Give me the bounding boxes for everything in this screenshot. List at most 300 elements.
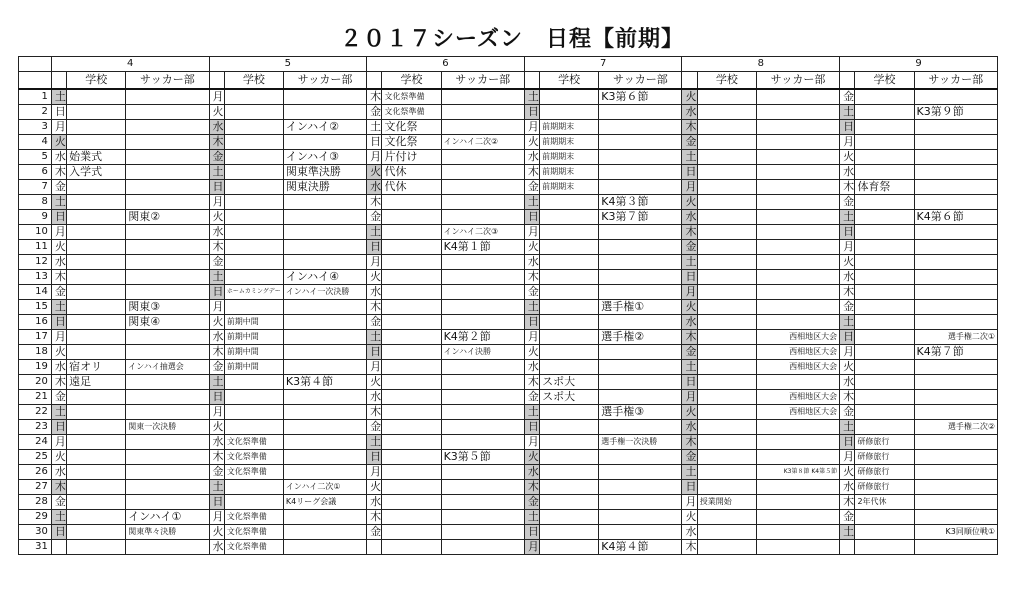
school-event bbox=[224, 375, 283, 390]
weekday-cell: 木 bbox=[209, 240, 224, 255]
weekday-cell: 金 bbox=[209, 255, 224, 270]
school-event bbox=[67, 345, 126, 360]
school-event bbox=[67, 210, 126, 225]
soccer-event bbox=[914, 300, 997, 315]
school-event bbox=[855, 105, 914, 120]
weekday-cell: 月 bbox=[51, 435, 66, 450]
weekday-cell: 金 bbox=[51, 495, 66, 510]
soccer-event: K3第５節 bbox=[441, 450, 524, 465]
weekday-cell: 金 bbox=[682, 345, 697, 360]
school-event bbox=[67, 540, 126, 555]
school-event bbox=[382, 510, 441, 525]
soccer-event bbox=[914, 495, 997, 510]
school-event bbox=[697, 120, 756, 135]
school-event bbox=[540, 195, 599, 210]
weekday-cell: 火 bbox=[524, 450, 539, 465]
weekday-cell: 木 bbox=[682, 435, 697, 450]
weekday-cell: 火 bbox=[51, 240, 66, 255]
weekday-cell: 金 bbox=[524, 495, 539, 510]
soccer-event: インハイ二次① bbox=[283, 480, 366, 495]
school-event bbox=[855, 270, 914, 285]
school-event bbox=[855, 315, 914, 330]
soccer-event bbox=[283, 390, 366, 405]
soccer-event bbox=[441, 165, 524, 180]
school-event bbox=[855, 405, 914, 420]
day-number: 7 bbox=[19, 180, 52, 195]
soccer-event bbox=[283, 240, 366, 255]
weekday-cell: 金 bbox=[209, 150, 224, 165]
school-event bbox=[540, 255, 599, 270]
weekday-cell: 月 bbox=[209, 89, 224, 105]
school-header: 学校 bbox=[855, 72, 914, 90]
day-number: 10 bbox=[19, 225, 52, 240]
school-event bbox=[67, 240, 126, 255]
weekday-cell: 日 bbox=[682, 480, 697, 495]
weekday-cell: 土 bbox=[682, 255, 697, 270]
weekday-cell: 日 bbox=[367, 345, 382, 360]
weekday-cell bbox=[840, 540, 855, 555]
weekday-cell: 月 bbox=[524, 225, 539, 240]
soccer-event bbox=[441, 405, 524, 420]
soccer-event: 西相地区大会 bbox=[756, 345, 839, 360]
weekday-cell: 水 bbox=[682, 210, 697, 225]
soccer-event bbox=[126, 540, 209, 555]
weekday-cell: 金 bbox=[367, 420, 382, 435]
weekday-cell: 火 bbox=[682, 510, 697, 525]
school-event bbox=[697, 525, 756, 540]
school-event bbox=[224, 195, 283, 210]
weekday-cell: 水 bbox=[367, 495, 382, 510]
school-event bbox=[855, 345, 914, 360]
weekday-cell: 月 bbox=[367, 360, 382, 375]
soccer-event: 西相地区大会 bbox=[756, 390, 839, 405]
weekday-cell: 火 bbox=[840, 360, 855, 375]
month-header: 7 bbox=[524, 57, 682, 72]
soccer-event bbox=[441, 360, 524, 375]
soccer-event bbox=[914, 465, 997, 480]
school-event bbox=[697, 465, 756, 480]
school-event bbox=[540, 105, 599, 120]
school-event: スポ大 bbox=[540, 390, 599, 405]
weekday-cell: 土 bbox=[51, 89, 66, 105]
school-event bbox=[540, 510, 599, 525]
soccer-event bbox=[283, 525, 366, 540]
soccer-event bbox=[441, 150, 524, 165]
soccer-event bbox=[126, 89, 209, 105]
soccer-event bbox=[599, 525, 682, 540]
weekday-cell: 火 bbox=[524, 345, 539, 360]
weekday-cell: 土 bbox=[51, 195, 66, 210]
day-number: 27 bbox=[19, 480, 52, 495]
soccer-event bbox=[599, 375, 682, 390]
weekday-cell: 水 bbox=[209, 435, 224, 450]
weekday-cell: 金 bbox=[682, 450, 697, 465]
soccer-event: 選手権二次② bbox=[914, 420, 997, 435]
school-event bbox=[224, 420, 283, 435]
soccer-event bbox=[914, 165, 997, 180]
weekday-cell: 木 bbox=[51, 480, 66, 495]
soccer-event: 選手権二次① bbox=[914, 330, 997, 345]
weekday-cell: 月 bbox=[682, 495, 697, 510]
weekday-cell: 月 bbox=[209, 195, 224, 210]
soccer-event bbox=[441, 285, 524, 300]
school-event: 宿オリ bbox=[67, 360, 126, 375]
weekday-cell: 月 bbox=[840, 345, 855, 360]
soccer-event bbox=[599, 480, 682, 495]
soccer-event bbox=[283, 345, 366, 360]
soccer-event bbox=[756, 480, 839, 495]
table-row bbox=[19, 510, 998, 525]
weekday-cell: 月 bbox=[51, 120, 66, 135]
weekday-cell: 木 bbox=[367, 89, 382, 105]
soccer-event bbox=[441, 300, 524, 315]
soccer-event: インハイ決勝 bbox=[441, 345, 524, 360]
weekday-cell: 月 bbox=[524, 330, 539, 345]
weekday-cell: 日 bbox=[524, 420, 539, 435]
soccer-event bbox=[914, 480, 997, 495]
school-event bbox=[540, 495, 599, 510]
table-row bbox=[19, 525, 998, 540]
weekday-cell: 金 bbox=[840, 195, 855, 210]
soccer-event bbox=[599, 135, 682, 150]
weekday-cell: 木 bbox=[840, 495, 855, 510]
soccer-event bbox=[126, 165, 209, 180]
soccer-event bbox=[599, 270, 682, 285]
weekday-cell: 日 bbox=[367, 240, 382, 255]
weekday-cell: 火 bbox=[682, 300, 697, 315]
school-event bbox=[697, 105, 756, 120]
table-row bbox=[19, 450, 998, 465]
soccer-event bbox=[756, 270, 839, 285]
soccer-event bbox=[441, 180, 524, 195]
school-event bbox=[697, 450, 756, 465]
weekday-cell: 日 bbox=[840, 330, 855, 345]
soccer-event bbox=[914, 89, 997, 105]
soccer-event bbox=[756, 240, 839, 255]
soccer-event bbox=[441, 255, 524, 270]
soccer-event: インハイ一次決勝 bbox=[283, 285, 366, 300]
soccer-event: インハイ抽選会 bbox=[126, 360, 209, 375]
weekday-cell: 土 bbox=[367, 330, 382, 345]
soccer-event: 関東準々決勝 bbox=[126, 525, 209, 540]
weekday-cell: 土 bbox=[209, 480, 224, 495]
school-event: 授業開始 bbox=[697, 495, 756, 510]
weekday-cell: 金 bbox=[840, 300, 855, 315]
soccer-event bbox=[126, 390, 209, 405]
day-number: 23 bbox=[19, 420, 52, 435]
school-event bbox=[67, 195, 126, 210]
soccer-event bbox=[283, 195, 366, 210]
weekday-cell: 月 bbox=[840, 450, 855, 465]
school-event: 入学式 bbox=[67, 165, 126, 180]
weekday-cell: 土 bbox=[682, 150, 697, 165]
school-event bbox=[224, 480, 283, 495]
school-event bbox=[382, 330, 441, 345]
day-number: 12 bbox=[19, 255, 52, 270]
soccer-event bbox=[756, 255, 839, 270]
weekday-cell: 木 bbox=[51, 375, 66, 390]
weekday-cell: 木 bbox=[367, 300, 382, 315]
soccer-event bbox=[756, 420, 839, 435]
page-title: ２０１７シーズン 日程【前期】 bbox=[340, 27, 684, 52]
school-event bbox=[855, 330, 914, 345]
school-event bbox=[855, 240, 914, 255]
weekday-cell: 日 bbox=[209, 285, 224, 300]
weekday-cell: 木 bbox=[367, 195, 382, 210]
soccer-event bbox=[126, 270, 209, 285]
school-event bbox=[382, 390, 441, 405]
soccer-event: 選手権一次決勝 bbox=[599, 435, 682, 450]
school-event bbox=[697, 255, 756, 270]
school-event: 前期期末 bbox=[540, 135, 599, 150]
day-number: 30 bbox=[19, 525, 52, 540]
soccer-event bbox=[441, 89, 524, 105]
weekday-cell: 日 bbox=[524, 315, 539, 330]
soccer-event bbox=[126, 375, 209, 390]
weekday-cell: 日 bbox=[524, 105, 539, 120]
table-row bbox=[19, 390, 998, 405]
soccer-event bbox=[283, 255, 366, 270]
school-event bbox=[855, 195, 914, 210]
school-event bbox=[382, 360, 441, 375]
day-number: 16 bbox=[19, 315, 52, 330]
soccer-event bbox=[599, 420, 682, 435]
weekday-cell: 金 bbox=[209, 465, 224, 480]
school-event bbox=[697, 240, 756, 255]
soccer-event bbox=[756, 495, 839, 510]
soccer-event bbox=[441, 315, 524, 330]
weekday-cell: 金 bbox=[209, 360, 224, 375]
table-row bbox=[19, 345, 998, 360]
soccer-event bbox=[914, 315, 997, 330]
weekday-cell: 土 bbox=[367, 435, 382, 450]
soccer-event bbox=[599, 180, 682, 195]
school-event bbox=[382, 315, 441, 330]
school-event bbox=[697, 89, 756, 105]
weekday-cell: 火 bbox=[209, 525, 224, 540]
soccer-event bbox=[914, 360, 997, 375]
soccer-event bbox=[756, 210, 839, 225]
weekday-cell: 火 bbox=[209, 315, 224, 330]
soccer-event bbox=[599, 120, 682, 135]
school-event: 文化祭準備 bbox=[224, 465, 283, 480]
school-event bbox=[382, 345, 441, 360]
school-event bbox=[67, 450, 126, 465]
day-number: 28 bbox=[19, 495, 52, 510]
day-number: 17 bbox=[19, 330, 52, 345]
weekday-cell: 土 bbox=[524, 405, 539, 420]
weekday-header bbox=[840, 72, 855, 90]
weekday-cell: 火 bbox=[524, 135, 539, 150]
soccer-event: K4第６節 bbox=[914, 210, 997, 225]
school-event bbox=[224, 495, 283, 510]
school-event bbox=[224, 135, 283, 150]
column-header-row bbox=[19, 72, 998, 90]
table-row bbox=[19, 480, 998, 495]
school-event bbox=[382, 375, 441, 390]
weekday-cell: 月 bbox=[524, 540, 539, 555]
soccer-event bbox=[283, 225, 366, 240]
school-header: 学校 bbox=[540, 72, 599, 90]
school-event bbox=[67, 480, 126, 495]
soccer-event bbox=[599, 285, 682, 300]
weekday-cell: 日 bbox=[209, 390, 224, 405]
soccer-event bbox=[599, 315, 682, 330]
table-row bbox=[19, 180, 998, 195]
soccer-event bbox=[756, 195, 839, 210]
school-event bbox=[855, 360, 914, 375]
school-event: 文化祭準備 bbox=[224, 525, 283, 540]
day-number: 22 bbox=[19, 405, 52, 420]
school-event bbox=[697, 315, 756, 330]
day-number: 24 bbox=[19, 435, 52, 450]
school-event bbox=[697, 480, 756, 495]
soccer-event bbox=[126, 465, 209, 480]
weekday-header bbox=[682, 72, 697, 90]
table-row bbox=[19, 89, 998, 105]
school-event bbox=[382, 255, 441, 270]
weekday-cell: 金 bbox=[840, 405, 855, 420]
month-header-row bbox=[19, 57, 998, 72]
soccer-event bbox=[441, 105, 524, 120]
soccer-event: インハイ二次② bbox=[441, 135, 524, 150]
weekday-cell: 日 bbox=[209, 495, 224, 510]
school-event bbox=[855, 540, 914, 555]
weekday-cell: 水 bbox=[840, 375, 855, 390]
soccer-event bbox=[126, 345, 209, 360]
soccer-event bbox=[914, 450, 997, 465]
school-event: ホームカミングデー bbox=[224, 285, 283, 300]
school-event bbox=[67, 89, 126, 105]
weekday-cell: 土 bbox=[840, 525, 855, 540]
weekday-cell: 木 bbox=[524, 375, 539, 390]
school-header: 学校 bbox=[382, 72, 441, 90]
weekday-cell: 金 bbox=[840, 89, 855, 105]
soccer-event bbox=[914, 135, 997, 150]
school-event bbox=[224, 105, 283, 120]
day-number: 21 bbox=[19, 390, 52, 405]
soccer-event: 選手権② bbox=[599, 330, 682, 345]
weekday-cell: 日 bbox=[209, 180, 224, 195]
soccer-event bbox=[914, 390, 997, 405]
table-row bbox=[19, 225, 998, 240]
soccer-event bbox=[283, 540, 366, 555]
day-number: 14 bbox=[19, 285, 52, 300]
soccer-event bbox=[914, 285, 997, 300]
soccer-event bbox=[914, 180, 997, 195]
day-number: 11 bbox=[19, 240, 52, 255]
school-event bbox=[224, 255, 283, 270]
soccer-event bbox=[126, 105, 209, 120]
school-event bbox=[67, 105, 126, 120]
weekday-cell: 土 bbox=[367, 225, 382, 240]
school-event bbox=[67, 120, 126, 135]
weekday-cell: 金 bbox=[367, 105, 382, 120]
weekday-header bbox=[367, 72, 382, 90]
weekday-cell: 火 bbox=[367, 480, 382, 495]
soccer-event bbox=[599, 510, 682, 525]
day-number: 8 bbox=[19, 195, 52, 210]
soccer-event bbox=[441, 420, 524, 435]
soccer-event bbox=[126, 150, 209, 165]
school-event bbox=[67, 405, 126, 420]
school-event bbox=[540, 405, 599, 420]
soccer-header: サッカー部 bbox=[599, 72, 682, 90]
school-event bbox=[697, 225, 756, 240]
soccer-event bbox=[126, 495, 209, 510]
soccer-event bbox=[126, 405, 209, 420]
weekday-cell: 日 bbox=[682, 375, 697, 390]
school-event bbox=[540, 345, 599, 360]
soccer-event bbox=[914, 435, 997, 450]
weekday-cell: 土 bbox=[209, 270, 224, 285]
school-event bbox=[697, 330, 756, 345]
school-event: 片付け bbox=[382, 150, 441, 165]
soccer-event bbox=[914, 375, 997, 390]
soccer-event bbox=[914, 255, 997, 270]
weekday-cell: 水 bbox=[840, 480, 855, 495]
school-event: 前期期末 bbox=[540, 150, 599, 165]
soccer-event bbox=[599, 150, 682, 165]
school-event bbox=[540, 465, 599, 480]
table-row bbox=[19, 105, 998, 120]
soccer-event bbox=[756, 225, 839, 240]
school-event bbox=[855, 375, 914, 390]
soccer-event bbox=[126, 135, 209, 150]
weekday-cell: 火 bbox=[682, 195, 697, 210]
month-header: 5 bbox=[209, 57, 367, 72]
weekday-cell: 火 bbox=[51, 450, 66, 465]
school-event bbox=[382, 495, 441, 510]
school-event bbox=[67, 435, 126, 450]
school-event bbox=[855, 225, 914, 240]
soccer-event bbox=[756, 105, 839, 120]
soccer-event bbox=[283, 435, 366, 450]
day-number: 4 bbox=[19, 135, 52, 150]
soccer-event bbox=[756, 315, 839, 330]
school-event: 文化祭準備 bbox=[224, 510, 283, 525]
weekday-cell: 日 bbox=[51, 105, 66, 120]
school-event bbox=[382, 480, 441, 495]
weekday-cell: 水 bbox=[524, 255, 539, 270]
weekday-cell: 木 bbox=[51, 165, 66, 180]
school-event bbox=[697, 405, 756, 420]
month-header: 6 bbox=[367, 57, 525, 72]
soccer-event bbox=[599, 360, 682, 375]
school-event bbox=[382, 405, 441, 420]
soccer-event bbox=[441, 510, 524, 525]
table-row bbox=[19, 255, 998, 270]
school-event: 遠足 bbox=[67, 375, 126, 390]
school-event bbox=[697, 375, 756, 390]
weekday-cell: 月 bbox=[840, 135, 855, 150]
soccer-event bbox=[441, 465, 524, 480]
soccer-event bbox=[126, 435, 209, 450]
school-event bbox=[855, 255, 914, 270]
soccer-event bbox=[756, 435, 839, 450]
school-event: 体育祭 bbox=[855, 180, 914, 195]
school-event bbox=[67, 180, 126, 195]
school-event bbox=[855, 120, 914, 135]
school-event: 前期期末 bbox=[540, 165, 599, 180]
school-event bbox=[382, 420, 441, 435]
school-event bbox=[697, 345, 756, 360]
soccer-event bbox=[756, 89, 839, 105]
school-event bbox=[224, 405, 283, 420]
school-event bbox=[540, 315, 599, 330]
table-row bbox=[19, 240, 998, 255]
soccer-event bbox=[756, 120, 839, 135]
